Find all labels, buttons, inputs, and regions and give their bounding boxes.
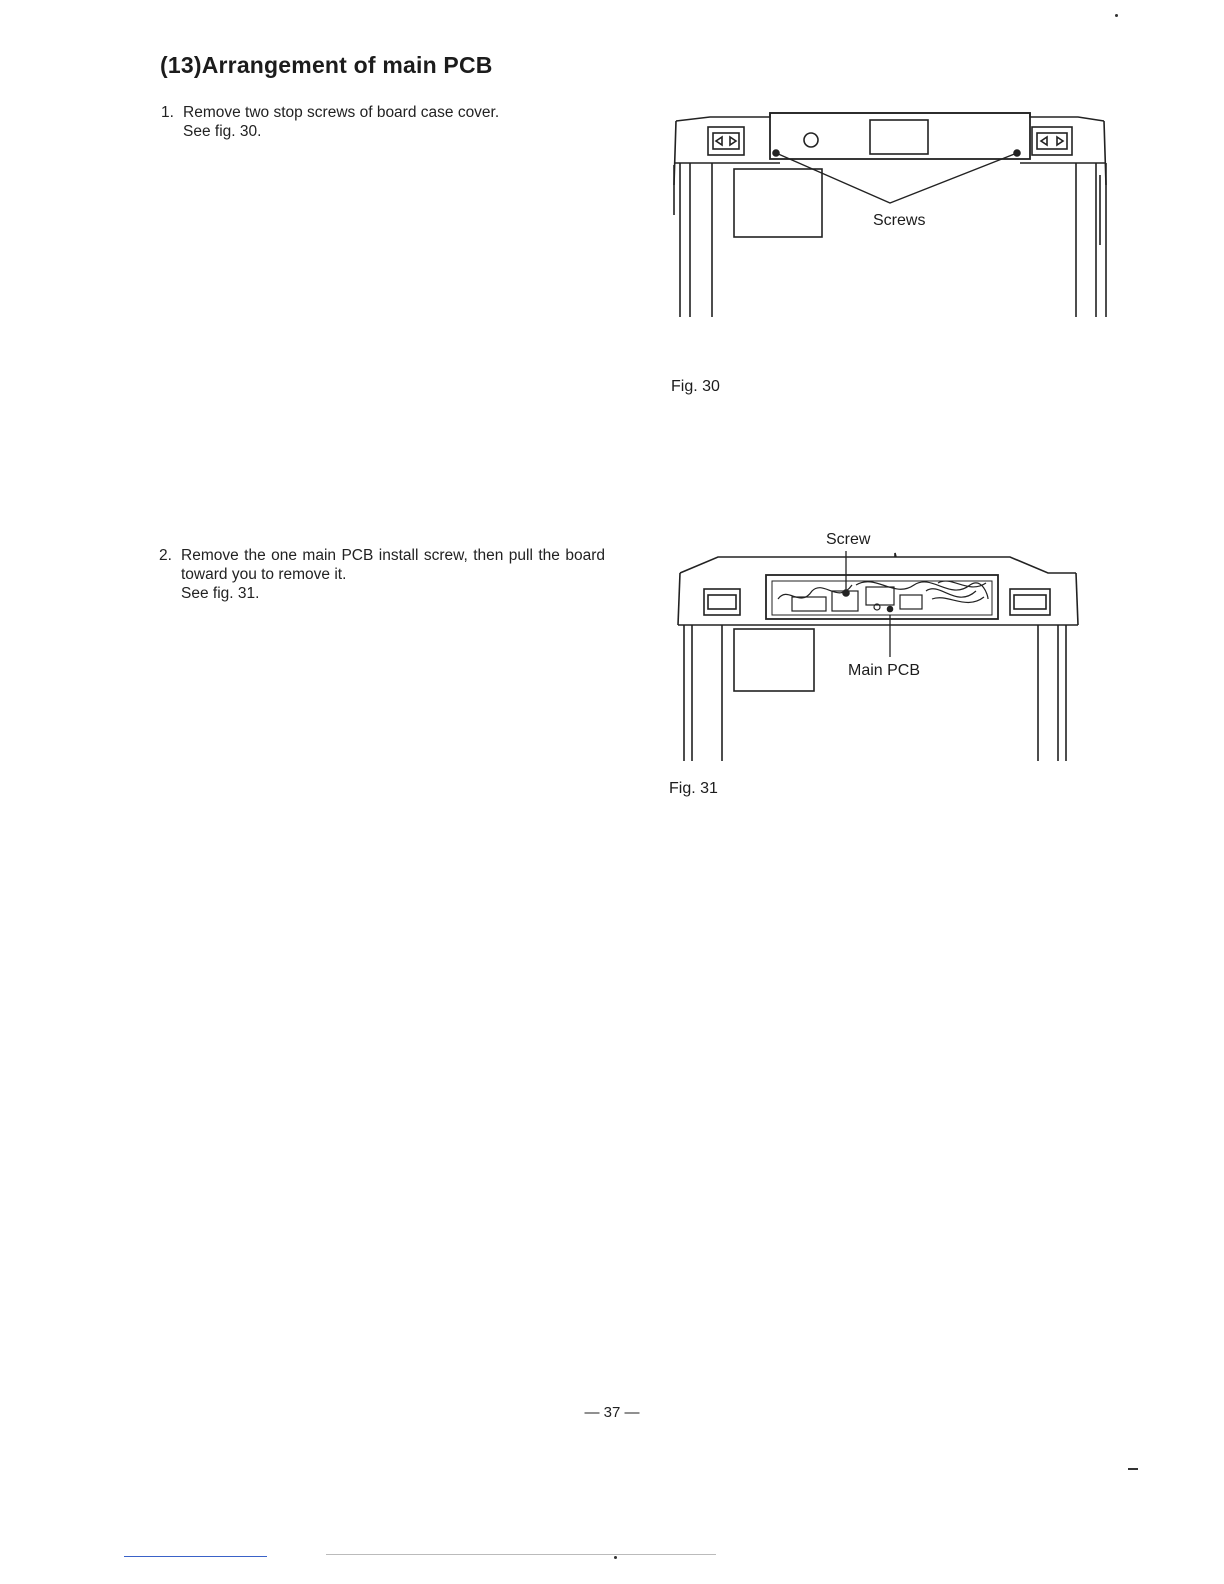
figure-30-diagram [660,105,1120,330]
scan-speck [1115,14,1118,17]
figure-31-diagram [670,525,1090,770]
step-2-number: 2. [159,547,172,564]
scan-speck [614,1556,617,1559]
step-1-reference: See fig. 30. [183,123,262,140]
footer-rule-gray [326,1554,716,1555]
step-1-body [183,103,499,141]
step-2-text: Remove the one main PCB install screw, then pull the board toward you to remove it. [181,547,605,583]
step-2-reference: See fig. 31. [181,585,260,602]
figure-31-label-screw: Screw [826,531,871,548]
figure-31-label-main-pcb: Main PCB [848,662,921,679]
section-title: (13)Arrangement of main PCB [160,52,493,78]
figure-31-caption: Fig. 31 [669,780,718,797]
figure-30-caption: Fig. 30 [671,378,720,395]
step-2-body [181,546,605,603]
step-1-text: Remove two stop screws of board case cover. [183,104,500,121]
scan-speck [1128,1468,1138,1470]
step-1-number: 1. [161,104,174,121]
footer-rule-blue [124,1556,267,1557]
figure-30-label: Screws [873,212,926,229]
page-number: — 37 — [584,1404,640,1421]
